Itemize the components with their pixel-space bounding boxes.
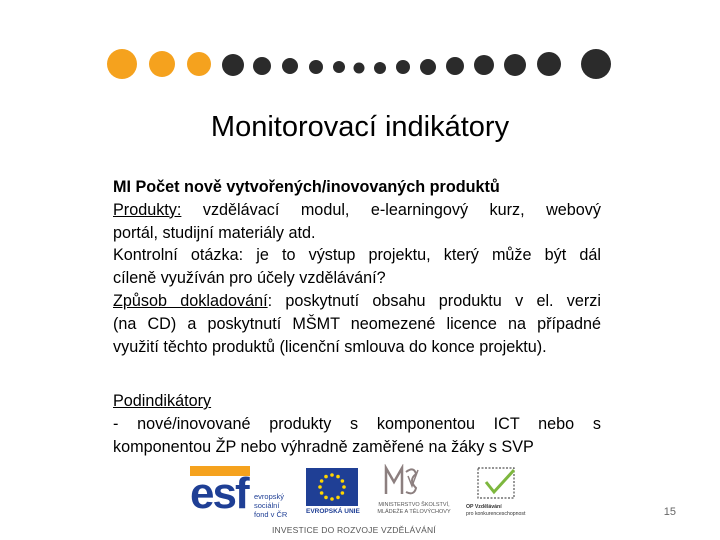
products-label: Produkty:: [113, 200, 182, 219]
proof-line-2: (na CD) a poskytnutí MŠMT neomezené licence na případné: [113, 314, 601, 333]
subindicators-block: [113, 390, 601, 458]
decorative-dot-row: [0, 0, 720, 100]
decorative-dot: [333, 61, 345, 73]
decorative-dot: [537, 52, 561, 76]
eu-star-icon: [330, 473, 334, 477]
proof-label: Způsob dokladování: [113, 291, 268, 310]
eu-star-icon: [341, 491, 345, 495]
logo-strip: [190, 462, 540, 540]
eu-star-icon: [341, 479, 345, 483]
decorative-dot: [282, 58, 298, 74]
subindicators-label: Podindikátory: [113, 392, 212, 410]
eu-star-icon: [336, 475, 340, 479]
decorative-dot: [149, 51, 175, 77]
esf-text-line-2: sociální: [254, 501, 280, 510]
subindicators-line-1: - nové/inovované produkty s komponentou ICT nebo s: [113, 414, 601, 433]
products-text-1: vzdělávací modul, e-learningový kurz, webový: [181, 200, 601, 219]
msmt-emblem-icon: [382, 464, 422, 500]
control-question-line-1: Kontrolní otázka: je to výstup projektu, který může být dál: [113, 246, 601, 265]
eu-star-icon: [320, 479, 324, 483]
page-title: Monitorovací indikátory: [210, 111, 510, 143]
esf-text: [254, 492, 287, 519]
decorative-dot: [374, 62, 386, 74]
op-vk-text: [466, 504, 540, 517]
control-question-line-2: cíleně využíván pro účely vzdělávání?: [113, 269, 386, 288]
op-vk-logo: [466, 466, 540, 520]
eu-star-icon: [324, 475, 328, 479]
msmt-logo: [366, 464, 462, 520]
indicator-block: [113, 176, 601, 358]
proof-line-1: [113, 290, 601, 313]
eu-star-icon: [342, 485, 346, 489]
eu-flag-icon: [306, 468, 358, 510]
decorative-dot: [474, 55, 494, 75]
eu-logo: [306, 468, 362, 520]
decorative-dot: [446, 57, 464, 75]
decorative-dot: [253, 57, 271, 75]
decorative-dot: [309, 60, 323, 74]
decorative-dot: [504, 54, 526, 76]
decorative-dot: [420, 59, 436, 75]
eu-caption: EVROPSKÁ UNIE: [306, 508, 360, 515]
indicator-heading: MI Počet nově vytvořených/inovovaných produktů: [113, 178, 500, 196]
subindicators-line-2: komponentou ŽP nebo výhradně zaměřené na žáky s SVP: [113, 437, 534, 456]
products-line-1: [113, 199, 601, 222]
op-vk-text-line-2: pro konkurenceschopnost: [466, 510, 526, 517]
logo-tagline: INVESTICE DO ROZVOJE VZDĚLÁVÁNÍ: [272, 525, 436, 535]
eu-star-icon: [336, 496, 340, 500]
esf-mark: esf: [190, 469, 248, 518]
op-vk-text-line-1: OP Vzdělávání: [466, 504, 502, 510]
op-vk-emblem-icon: [476, 466, 520, 502]
eu-star-icon: [324, 496, 328, 500]
proof-text-1: : poskytnutí obsahu produktu v el. verzi: [267, 291, 601, 310]
decorative-dot: [107, 49, 137, 79]
decorative-dot: [222, 54, 244, 76]
decorative-dot: [354, 63, 365, 74]
decorative-dot: [396, 60, 410, 74]
esf-text-line-1: evropský: [254, 492, 285, 501]
eu-star-icon: [320, 491, 324, 495]
esf-logo: [190, 466, 302, 522]
msmt-text: [366, 502, 462, 516]
proof-line-3: využití těchto produktů (licenční smlouva do konce projektu).: [113, 337, 547, 356]
eu-star-icon: [318, 485, 322, 489]
msmt-text-line-1: MINISTERSTVO ŠKOLSTVÍ,: [378, 502, 450, 508]
page-number: 15: [663, 506, 676, 518]
decorative-dot: [581, 49, 611, 79]
products-line-2: portál, studijní materiály atd.: [113, 223, 316, 242]
esf-text-line-3: fond v ČR: [254, 510, 288, 519]
decorative-dot: [187, 52, 211, 76]
eu-star-icon: [330, 497, 334, 501]
msmt-text-line-2: MLÁDEŽE A TĚLOVÝCHOVY: [377, 509, 451, 515]
